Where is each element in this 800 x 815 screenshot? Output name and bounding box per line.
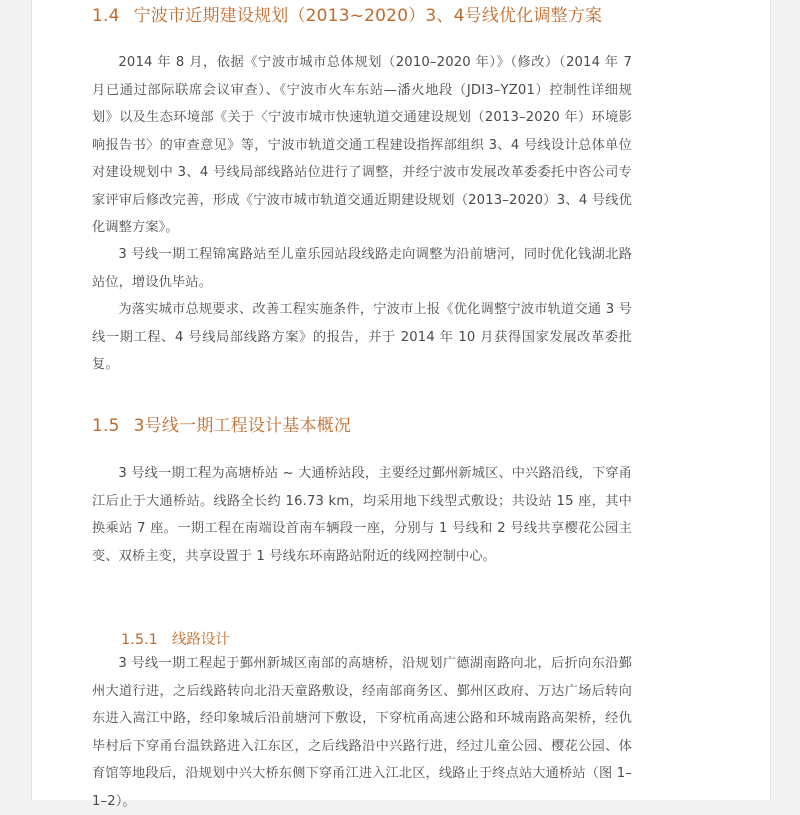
paragraph: 为落实城市总规要求、改善工程实施条件，宁波市上报《优化调整宁波市轨道交通 3 号线一期工程、4 号线局部线路方案》的报告，并于 2014 年 10 月获得国家发展改革委批复。 [92, 302, 632, 372]
document-page [31, 0, 771, 809]
section-title: 3号线一期工程设计基本概况 [133, 416, 352, 436]
subsection-heading-1-5-1 [121, 628, 230, 649]
paragraph: 3 号线一期工程锦寓路站至儿童乐园站段线路走向调整为沿前塘河，同时优化钱湖北路站位，增设仇毕站。 [92, 247, 632, 290]
subsection-number: 1.5.1 [121, 632, 158, 648]
paragraph: 2014 年 8 月，依据《宁波市城市总体规划（2010–2020 年）》（修改）（2014 年 7 月已通过部际联席会议审查）、《宁波市火车东站—潘火地段（JDI3–YZ01）控制性详细规划》以及生态环境部《关于〈宁波市城市快速轨道交通建设规划（2013–2020 年）环境影响报告书〉的审查意见》等，宁波市轨道交通工程建设指挥部组织 3、4 号线设计总体单位对建设规划中 3、4 号线局部线路站位进行了调整，并经宁波市发展改革委委托中咨公司专家评审后修改完善，形成《宁波市城市轨道交通近期建设规划（2013–2020）3、4 号线优化调整方案》。 [92, 55, 632, 235]
section-heading-1-4 [92, 1, 602, 26]
section-title: 宁波市近期建设规划（2013~2020）3、4号线优化调整方案 [133, 6, 603, 26]
section-number: 1.4 [92, 6, 120, 26]
section-heading-1-5 [92, 411, 351, 436]
paragraph: 3 号线一期工程为高塘桥站 ~ 大通桥站段，主要经过鄞州新城区、中兴路沿线，下穿甬江后止于大通桥站。线路全长约 16.73 km，均采用地下线型式敷设；共设站 15 座，其中换乘站 7 座。一期工程在南端设首南车辆段一座，分别与 1 号线和 2 号线共享樱花公园主变、双桥主变，共享设置于 1 号线东环南路站附近的线网控制中心。 [92, 466, 632, 564]
paragraph: 3 号线一期工程起于鄞州新城区南部的高塘桥，沿规划广德湖南路向北，后折向东沿鄞州大道行进，之后线路转向北沿天童路敷设，经南部商务区、鄞州区政府、万达广场后转向东进入嵩江中路，经印象城后沿前塘河下敷设，下穿杭甬高速公路和环城南路高架桥，经仇毕村后下穿甬台温铁路进入江东区，之后线路沿中兴路行进，经过儿童公园、樱花公园、体育馆等地段后，沿规划中兴大桥东侧下穿甬江进入江北区，线路止于终点站大通桥站（图 1–1–2）。 [92, 656, 632, 809]
subsection-title: 线路设计 [171, 632, 230, 648]
section-number: 1.5 [92, 416, 120, 436]
